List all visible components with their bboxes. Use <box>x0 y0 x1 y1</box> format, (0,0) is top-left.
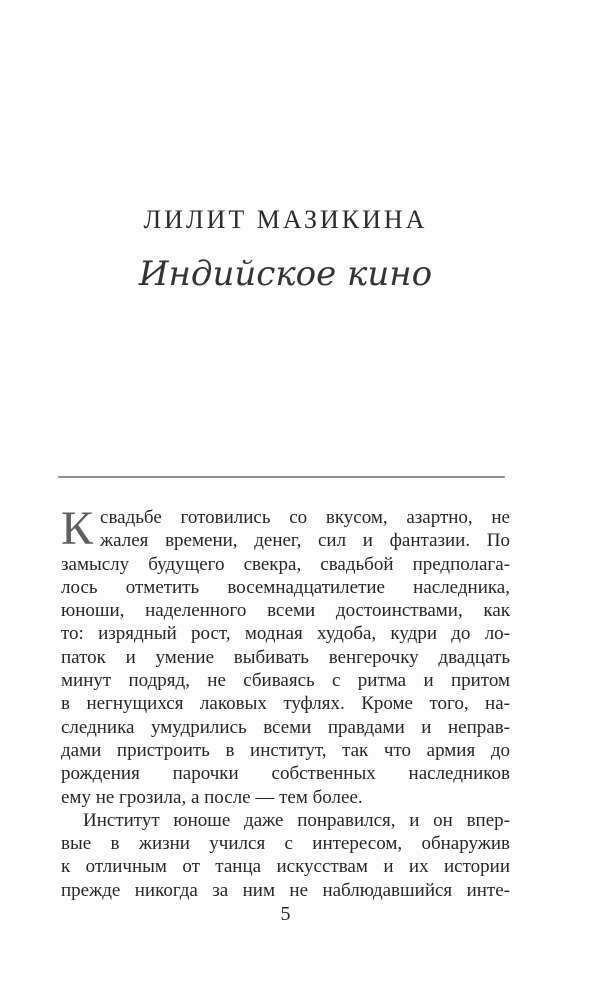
body-line: дами пристроить в институт, так что армия до <box>61 739 510 761</box>
body-line: к отличным от танца искусствам и их истории <box>61 856 510 878</box>
book-title: Индийское кино <box>138 254 433 294</box>
body-line: в негнущихся лаковых туфлях. Кроме того, на- <box>61 693 510 715</box>
body-line: свадьбе готовились со вкусом, азартно, не <box>100 507 510 528</box>
body-line: лось отметить восемнадцатилетие наследника, <box>61 576 510 598</box>
body-line: то: изрядный рост, модная худоба, кудри до ло- <box>61 623 510 645</box>
body-line: минут подряд, не сбиваясь с ритма и притом <box>61 670 510 692</box>
paragraph-first <box>61 502 510 809</box>
body-line: следника умудрились всеми правдами и неправ- <box>61 716 510 738</box>
body-line: юноши, наделенного всеми достоинствами, как <box>61 600 510 622</box>
paragraph-second <box>61 809 510 902</box>
body-line: прежде никогда за ним не наблюдавшийся инте- <box>61 879 510 901</box>
author-name: ЛИЛИТ МАЗИКИНА <box>143 205 428 234</box>
body-line: замыслу будущего свекра, свадьбой предполага- <box>61 553 510 575</box>
body-line: вые в жизни учился с интересом, обнаружив <box>61 833 510 855</box>
body-line: паток и умение выбивать венгерочку двадцать <box>61 646 510 668</box>
drop-cap: К <box>61 502 94 555</box>
body-text <box>61 502 510 902</box>
body-line: рождения парочки собственных наследников <box>61 763 510 785</box>
body-line: ему не грозила, а после — тем более. <box>61 786 363 808</box>
page-number: 5 <box>280 903 291 925</box>
body-line: Институт юноше даже понравился, и он впер- <box>83 809 510 831</box>
body-line: жалея времени, денег, сил и фантазии. По <box>100 530 510 552</box>
section-divider <box>58 476 505 478</box>
